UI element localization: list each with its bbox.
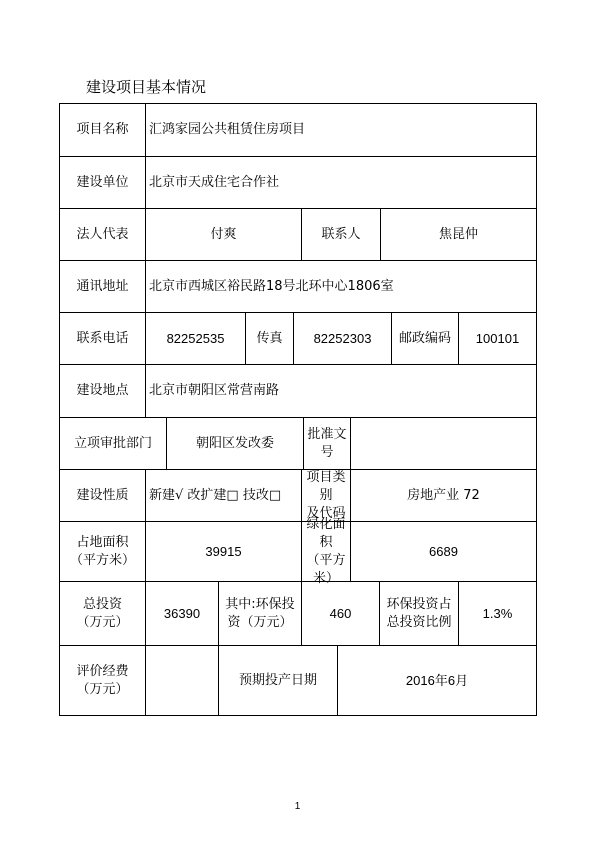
nature-value: 新建√ 改扩建□ 技改□ <box>149 487 282 503</box>
evaluation-fee-label-line-2: （万元） <box>76 681 129 697</box>
env-ratio-label <box>380 582 458 645</box>
category-label-line-1: 项目类别 <box>306 469 346 503</box>
green-area-label-line-1: 绿化面积 <box>306 516 346 550</box>
postcode-value: 100101 <box>475 330 520 346</box>
category-label-line-2: 及代码 <box>306 505 346 521</box>
total-investment-label <box>60 582 145 645</box>
location-label: 建设地点 <box>76 383 129 398</box>
env-investment-label-line-1: 其中:环保投 <box>225 596 295 612</box>
env-ratio-label-line-2: 总投资比例 <box>386 614 452 630</box>
env-ratio-value: 1.3% <box>482 605 513 621</box>
page-title: 建设项目基本情况 <box>86 78 207 96</box>
approval-dept-value: 朝阳区发改委 <box>195 435 274 451</box>
production-date-value: 2016年6月 <box>405 672 469 688</box>
land-area-value: 39915 <box>205 543 242 559</box>
env-investment-value: 460 <box>329 605 352 621</box>
production-date-label: 预期投产日期 <box>238 672 317 688</box>
postcode-label: 邮政编码 <box>398 330 451 346</box>
approval-doc-label: 批准文号 <box>307 426 347 460</box>
total-investment-value: 36390 <box>163 605 201 621</box>
phone-value: 82252535 <box>166 330 225 346</box>
env-investment-label <box>219 582 301 645</box>
location-value: 北京市朝阳区常营南路 <box>149 383 280 398</box>
approval-doc-value <box>351 418 536 469</box>
fax-label: 传真 <box>256 330 283 346</box>
legal-rep-label: 法人代表 <box>76 226 129 242</box>
builder-label: 建设单位 <box>76 174 129 190</box>
evaluation-fee-value <box>146 646 218 715</box>
env-ratio-label-line-1: 环保投资占 <box>386 596 452 612</box>
legal-rep-value: 付爽 <box>210 226 237 242</box>
evaluation-fee-label <box>60 646 145 715</box>
land-area-label-line-1: 占地面积 <box>76 534 129 550</box>
env-investment-label-line-2: 资（万元） <box>227 614 293 630</box>
total-investment-label-line-2: （万元） <box>76 614 129 630</box>
project-name-label: 项目名称 <box>76 122 129 137</box>
fax-value: 82252303 <box>313 330 372 346</box>
phone-label: 联系电话 <box>76 330 129 346</box>
project-name-value: 汇鸿家园公共租赁住房项目 <box>149 122 306 137</box>
address-value: 北京市西城区裕民路18号北环中心1806室 <box>149 278 394 294</box>
green-area-label-line-2: （平方米） <box>306 552 346 586</box>
category-label <box>302 470 350 521</box>
land-area-label <box>60 522 145 581</box>
address-label: 通讯地址 <box>76 278 129 294</box>
approval-dept-label: 立项审批部门 <box>73 435 152 451</box>
contact-label: 联系人 <box>321 226 361 242</box>
evaluation-fee-label-line-1: 评价经费 <box>76 663 129 679</box>
green-area-value: 6689 <box>429 543 458 559</box>
builder-value: 北京市天成住宅合作社 <box>149 174 280 190</box>
category-value: 房地产业 72 <box>407 487 480 503</box>
land-area-label-line-2: （平方米） <box>69 552 135 568</box>
page-number: 1 <box>294 801 301 812</box>
total-investment-label-line-1: 总投资 <box>82 596 122 612</box>
nature-label: 建设性质 <box>76 487 129 503</box>
green-area-label <box>302 516 350 586</box>
contact-value: 焦昆仲 <box>438 226 478 242</box>
